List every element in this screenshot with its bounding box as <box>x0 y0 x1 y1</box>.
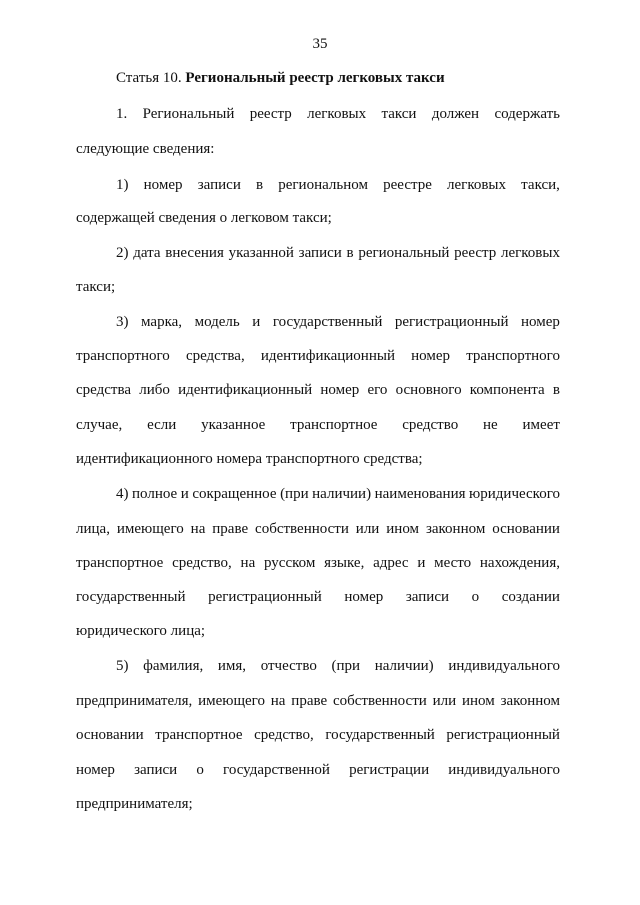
text-line <box>76 760 560 780</box>
word: реестр <box>249 106 292 122</box>
article-title: Региональный реестр легковых такси <box>185 70 445 86</box>
word: средства, <box>185 348 245 364</box>
word: 1) <box>116 177 129 193</box>
word: нахождения, <box>479 555 560 571</box>
text-line <box>116 312 560 332</box>
word: средство <box>402 417 459 433</box>
word: имеет <box>522 417 560 433</box>
word: на <box>190 521 206 537</box>
word: транспортное <box>155 727 243 743</box>
word: не <box>483 417 498 433</box>
word: государственной <box>223 762 330 778</box>
word: отчество <box>260 658 317 674</box>
word: законном <box>500 693 560 709</box>
word: средство, <box>254 727 314 743</box>
word: или <box>432 693 457 709</box>
word: записи <box>197 177 241 193</box>
word: либо <box>139 382 170 398</box>
word: компонента <box>469 382 545 398</box>
word: номер <box>320 382 360 398</box>
word: в <box>346 245 354 261</box>
word: номер <box>76 762 115 778</box>
word: или <box>355 521 380 537</box>
word: легковых <box>307 106 367 122</box>
word: собственности <box>255 521 349 537</box>
word: фамилия, <box>143 658 204 674</box>
text-line <box>76 691 560 711</box>
word: региональный <box>358 245 450 261</box>
text-line <box>76 553 560 573</box>
word: должен <box>431 106 480 122</box>
word: государственный <box>325 727 435 743</box>
word: основного <box>395 382 462 398</box>
word: ином <box>386 521 420 537</box>
word: индивидуального <box>448 762 560 778</box>
word: такси, <box>521 177 560 193</box>
word: ином <box>462 693 495 709</box>
word: законном <box>425 521 486 537</box>
word: средства <box>76 382 132 398</box>
word: юридического <box>469 486 560 502</box>
word: предпринимателя, <box>76 693 193 709</box>
word: транспортного <box>466 348 560 364</box>
word: транспортное <box>76 555 164 571</box>
word: и <box>180 486 189 502</box>
text-line <box>116 243 560 263</box>
word: марка, <box>141 314 183 330</box>
text-line: предпринимателя; <box>76 796 193 812</box>
text-line: такси; <box>76 279 116 295</box>
word: в <box>256 177 264 193</box>
word: наличии) <box>312 486 372 502</box>
word: если <box>147 417 177 433</box>
word: 5) <box>116 658 129 674</box>
word: полное <box>132 486 178 502</box>
word: внесения <box>165 245 224 261</box>
text-line <box>76 380 560 400</box>
word: создании <box>501 589 560 605</box>
word: транспортное <box>290 417 378 433</box>
text-line <box>76 415 560 435</box>
word: языке, <box>324 555 365 571</box>
word: на <box>270 693 286 709</box>
text-line: юридического лица; <box>76 623 206 639</box>
word: имя, <box>217 658 247 674</box>
word: легковых <box>447 177 507 193</box>
word: (при <box>280 486 309 502</box>
word: государственный <box>272 314 383 330</box>
word: случае, <box>76 417 123 433</box>
word: региональном <box>278 177 368 193</box>
word: и <box>417 555 426 571</box>
word: в <box>552 382 560 398</box>
word: номер <box>143 177 183 193</box>
text-line <box>76 725 560 745</box>
text-line: идентификационного номера транспортного средства; <box>76 451 423 467</box>
word: реестр <box>454 245 497 261</box>
word: дата <box>133 245 161 261</box>
word: на <box>240 555 256 571</box>
word: идентификационный <box>260 348 395 364</box>
word: о <box>471 589 480 605</box>
word: о <box>196 762 204 778</box>
word: имеющего <box>116 521 184 537</box>
word: записи <box>134 762 178 778</box>
text-line <box>76 519 560 539</box>
word: Региональный <box>142 106 235 122</box>
word: имеющего <box>198 693 265 709</box>
word: регистрационный <box>208 589 322 605</box>
article-heading <box>116 68 445 88</box>
text-line <box>76 346 560 366</box>
page-number: 35 <box>312 36 328 52</box>
word: основании <box>76 727 144 743</box>
word: наименования <box>374 486 466 502</box>
text-line <box>76 587 560 607</box>
word: идентификационный <box>178 382 313 398</box>
word: сокращенное <box>192 486 277 502</box>
article-prefix: Статья 10. <box>116 70 182 86</box>
word: модель <box>194 314 240 330</box>
word: основании <box>492 521 560 537</box>
word: регистрации <box>349 762 430 778</box>
word: номер <box>411 348 451 364</box>
word: 2) <box>116 245 129 261</box>
word: праве <box>212 521 249 537</box>
word: содержать <box>494 106 560 122</box>
text-line <box>116 104 560 124</box>
word: праве <box>291 693 328 709</box>
word: 3) <box>116 314 129 330</box>
text-line <box>116 656 560 676</box>
word: место <box>434 555 472 571</box>
word: легковых <box>500 245 560 261</box>
word: такси <box>381 106 417 122</box>
word: наличии) <box>374 658 434 674</box>
word: (при <box>331 658 361 674</box>
text-line: содержащей сведения о легковом такси; <box>76 210 332 226</box>
word: собственности <box>332 693 427 709</box>
word: указанной <box>228 245 294 261</box>
text-line <box>116 175 560 195</box>
word: регистрационный <box>394 314 509 330</box>
word: указанное <box>201 417 266 433</box>
text-line <box>116 484 560 504</box>
word: русском <box>263 555 316 571</box>
word: номер <box>344 589 384 605</box>
word: средство, <box>172 555 232 571</box>
word: его <box>367 382 388 398</box>
word: транспортного <box>76 348 170 364</box>
word: адрес <box>373 555 409 571</box>
word: 4) <box>116 486 129 502</box>
word: лица, <box>76 521 110 537</box>
word: государственный <box>76 589 186 605</box>
word: 1. <box>116 106 128 122</box>
word: регистрационный <box>446 727 560 743</box>
word: записи <box>405 589 449 605</box>
word: номер <box>521 314 560 330</box>
word: записи <box>298 245 342 261</box>
word: индивидуального <box>448 658 560 674</box>
word: и <box>252 314 261 330</box>
word: реестре <box>383 177 432 193</box>
text-line: следующие сведения: <box>76 141 215 157</box>
